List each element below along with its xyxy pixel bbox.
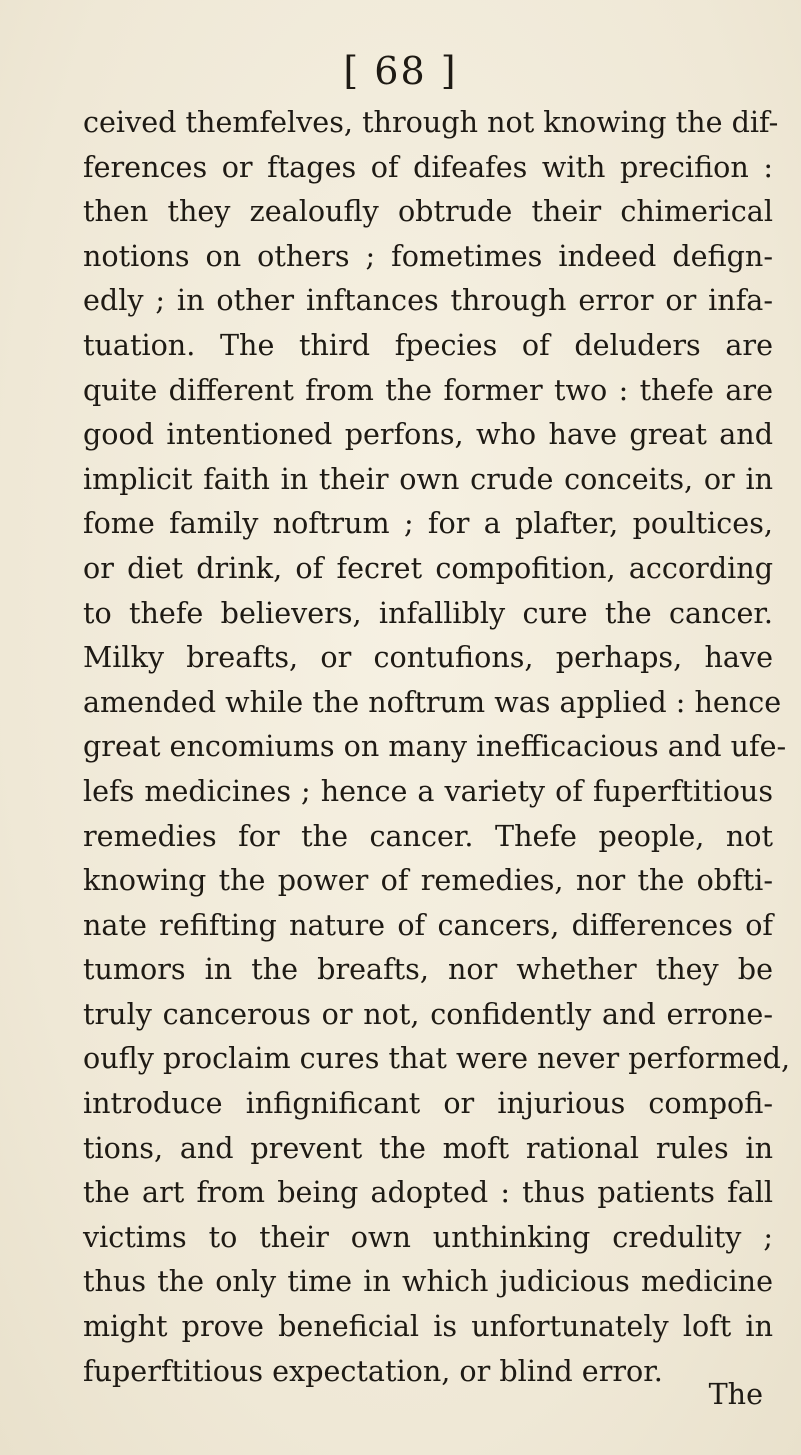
text-line: quite different from the former two : thefe are: [83, 372, 773, 407]
catchword: The: [708, 1377, 763, 1411]
text-line: tions, and prevent the moft rational rules in: [83, 1130, 773, 1165]
text-line: ferences or ftages of difeafes with precifion :: [83, 149, 773, 184]
text-line: amended while the noftrum was applied : hence: [83, 684, 782, 719]
text-line: edly ; in other inftances through error or infa-: [83, 283, 773, 318]
text-line: to thefe believers, infallibly cure the cancer.: [83, 595, 773, 630]
text-line: implicit faith in their own crude conceits, or in: [83, 461, 773, 496]
text-line: nate refifting nature of cancers, differences of: [83, 907, 773, 942]
text-line: tumors in the breafts, nor whether they be: [83, 952, 773, 987]
text-line: fuperftitious expectation, or blind error.: [83, 1353, 663, 1388]
body-text: [83, 100, 791, 1393]
text-line: then they zealoufly obtrude their chimerical: [83, 194, 773, 229]
text-line: the art from being adopted : thus patients fall: [83, 1175, 773, 1210]
text-line: or diet drink, of fecret compofition, according: [83, 550, 773, 585]
text-line: tuation. The third fpecies of deluders are: [83, 327, 773, 362]
text-line: might prove beneficial is unfortunately loft in: [83, 1309, 773, 1344]
text-line: victims to their own unthinking credulity ;: [83, 1219, 773, 1254]
text-line: notions on others ; fometimes indeed defign-: [83, 238, 773, 273]
text-line: good intentioned perfons, who have great and: [83, 417, 773, 452]
text-line: Milky breafts, or contufions, perhaps, have: [83, 640, 773, 675]
text-line: ceived themfelves, through not knowing the dif-: [83, 105, 779, 139]
text-line: fome family noftrum ; for a plafter, poultices,: [83, 506, 773, 541]
text-line: oufly proclaim cures that were never performed,: [83, 1041, 791, 1076]
text-line: introduce infignificant or injurious compofi-: [83, 1086, 773, 1121]
text-line: great encomiums on many inefficacious and ufe-: [83, 729, 787, 764]
text-line: knowing the power of remedies, nor the obfti-: [83, 863, 773, 898]
page-number: [ 68 ]: [343, 49, 458, 93]
text-line: remedies for the cancer. Thefe people, not: [83, 818, 773, 853]
text-line: lefs medicines ; hence a variety of fuperftitious: [83, 773, 773, 808]
text-line: thus the only time in which judicious medicine: [83, 1264, 773, 1299]
text-line: truly cancerous or not, confidently and errone-: [83, 996, 773, 1031]
